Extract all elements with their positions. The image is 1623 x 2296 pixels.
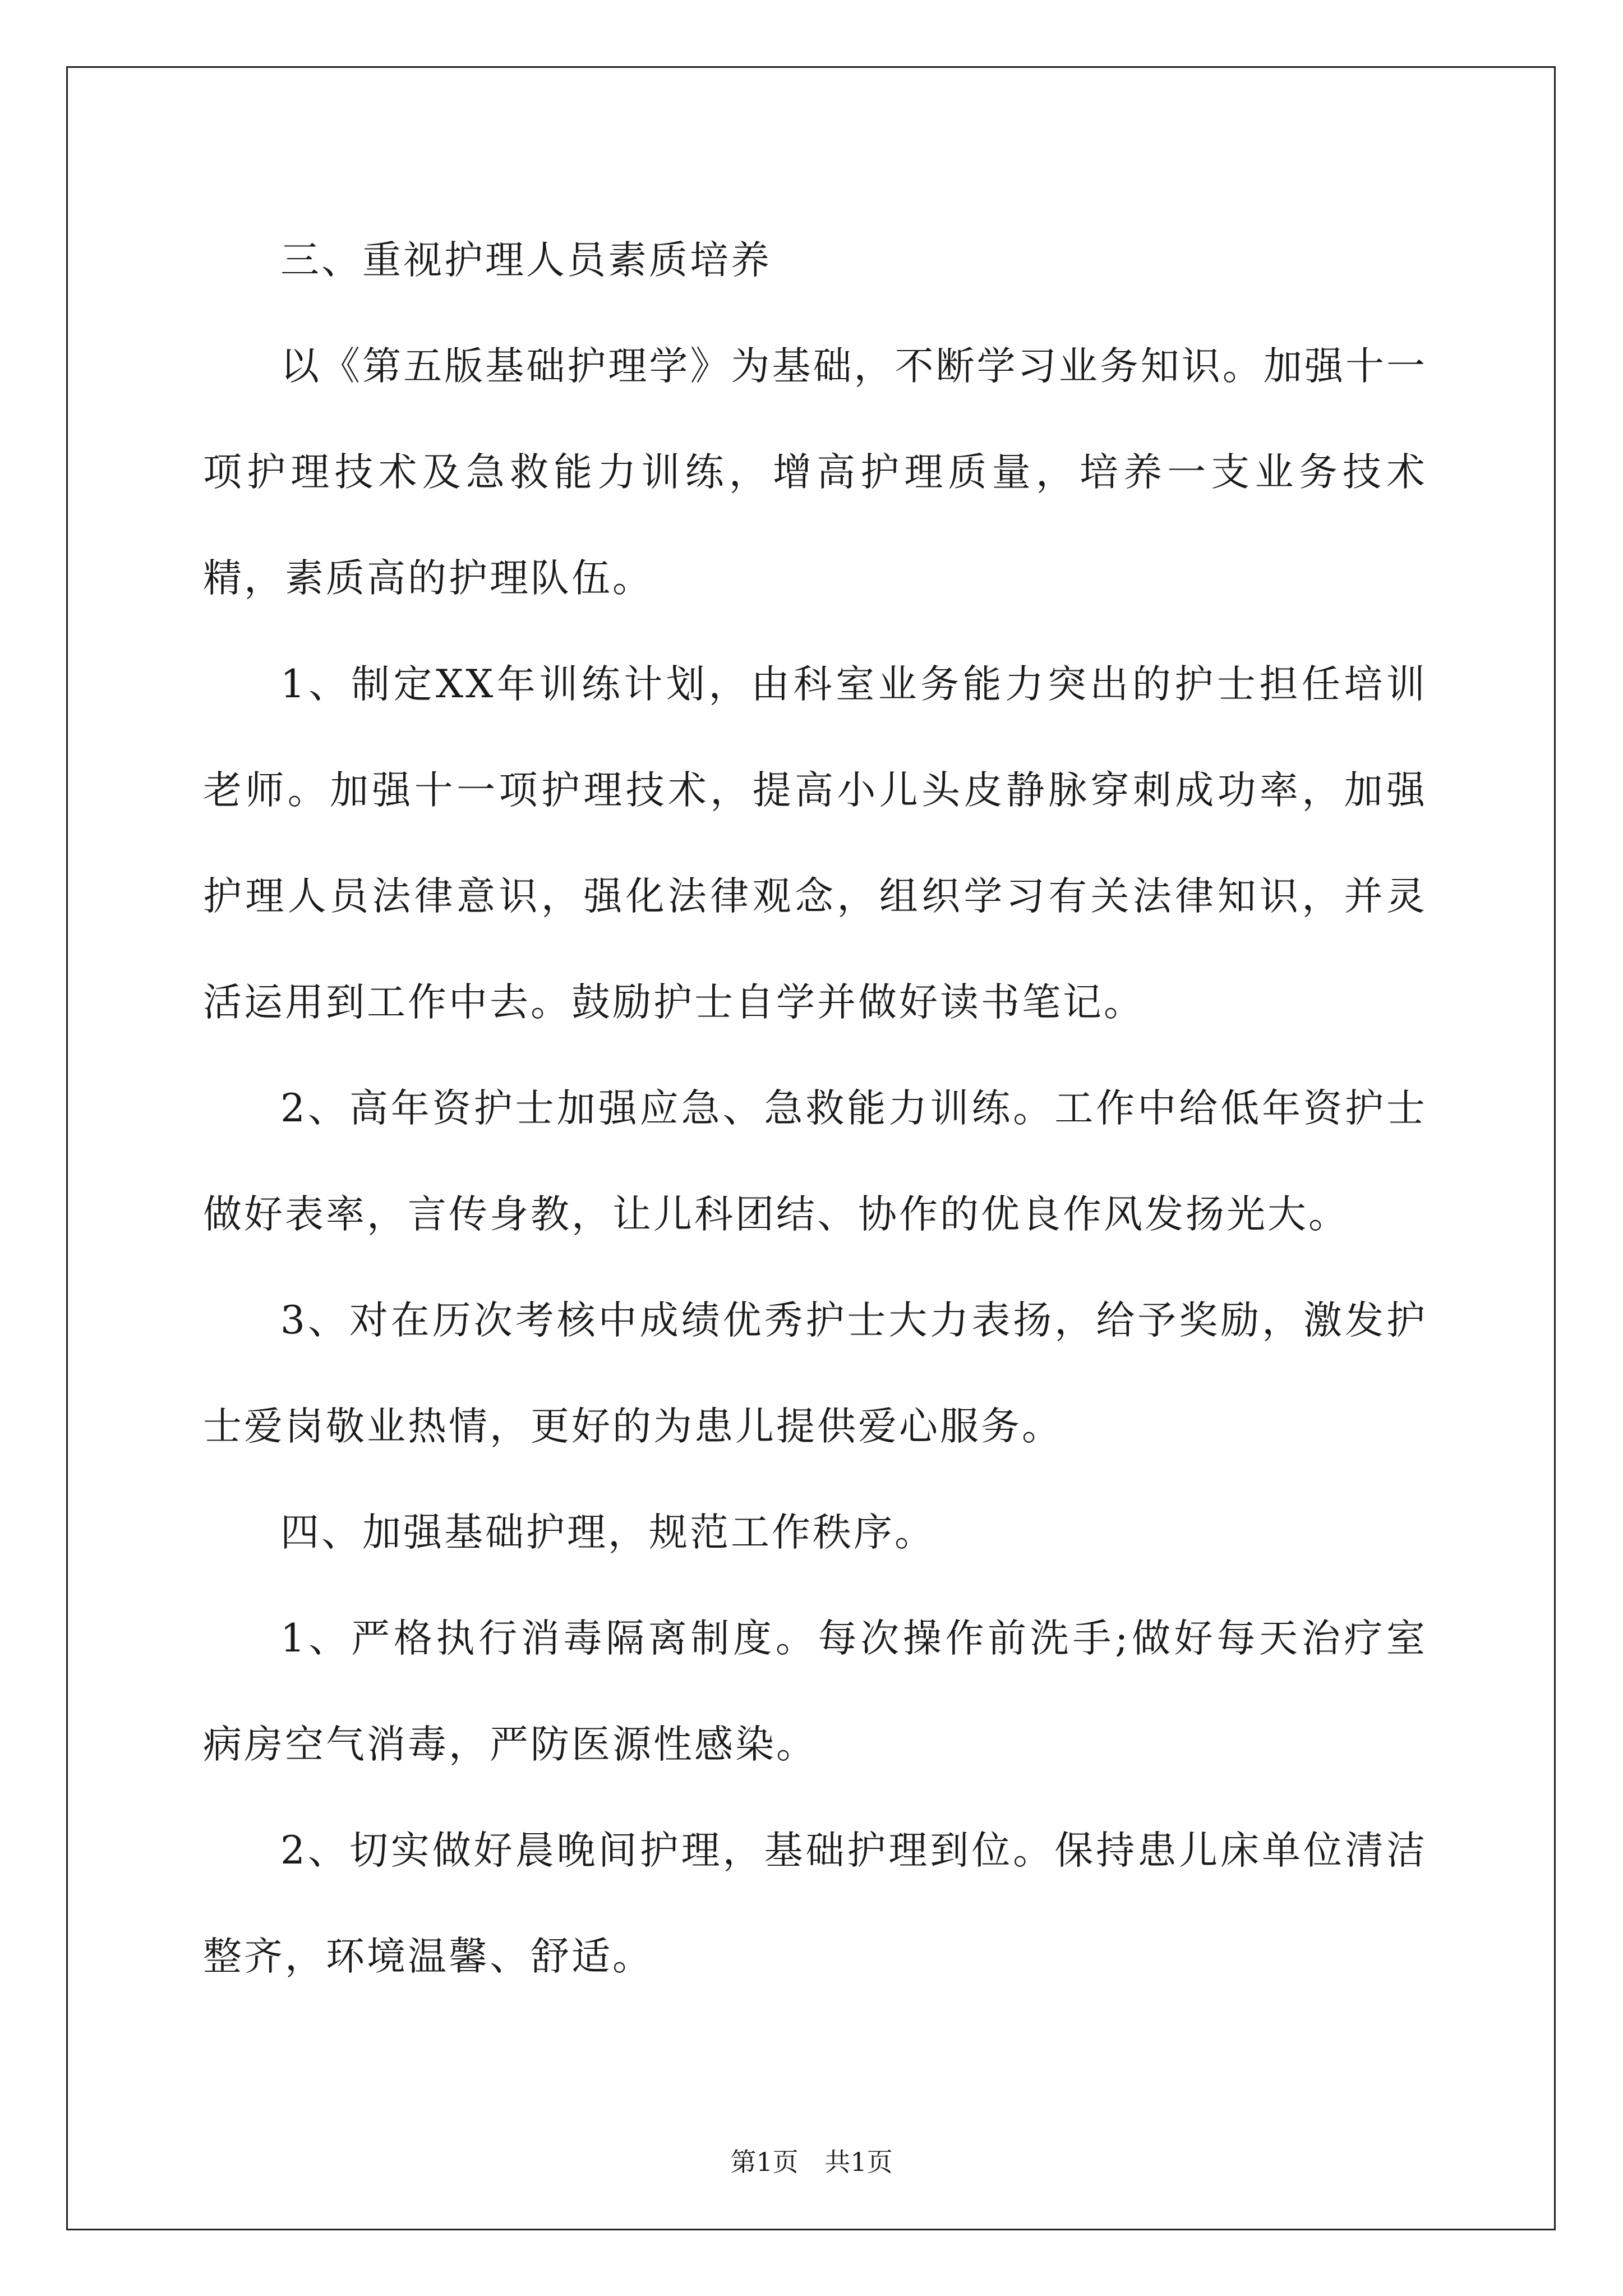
paragraph-intro: 以《第五版基础护理学》为基础，不断学习业务知识。加强十一项护理技术及急救能力训练，增高护理质量，培养一支业务技术精，素质高的护理队伍。 [203, 344, 1427, 601]
document-body [203, 208, 1427, 2010]
page-total: 共1页 [824, 2147, 893, 2177]
paragraph-item-4-1: 1、严格执行消毒隔离制度。每次操作前洗手;做好每天治疗室病房空气消毒，严防医源性感染。 [203, 1616, 1427, 1767]
paragraph-item-1: 1、制定XX年训练计划，由科室业务能力突出的护士担任培训老师。加强十一项护理技术，提高小儿头皮静脉穿刺成功率，加强护理人员法律意识，强化法律观念，组织学习有关法律知识，并灵活运用到工作中去。鼓励护士自学并做好读书笔记。 [203, 662, 1427, 1025]
page-number: 第1页 [730, 2147, 799, 2177]
paragraph-item-3: 3、对在历次考核中成绩优秀护士大力表扬，给予奖励，激发护士爱岗敬业热情，更好的为患儿提供爱心服务。 [203, 1298, 1427, 1449]
section-heading-4: 四、加强基础护理，规范工作秩序。 [280, 1510, 935, 1555]
page-footer [0, 2142, 1623, 2179]
paragraph-item-4-2: 2、切实做好晨晚间护理，基础护理到位。保持患儿床单位清洁整齐，环境温馨、舒适。 [203, 1828, 1427, 1979]
section-heading-3: 三、重视护理人员素质培养 [280, 238, 772, 283]
paragraph-item-2: 2、高年资护士加强应急、急救能力训练。工作中给低年资护士做好表率，言传身教，让儿科团结、协作的优良作风发扬光大。 [203, 1086, 1427, 1237]
